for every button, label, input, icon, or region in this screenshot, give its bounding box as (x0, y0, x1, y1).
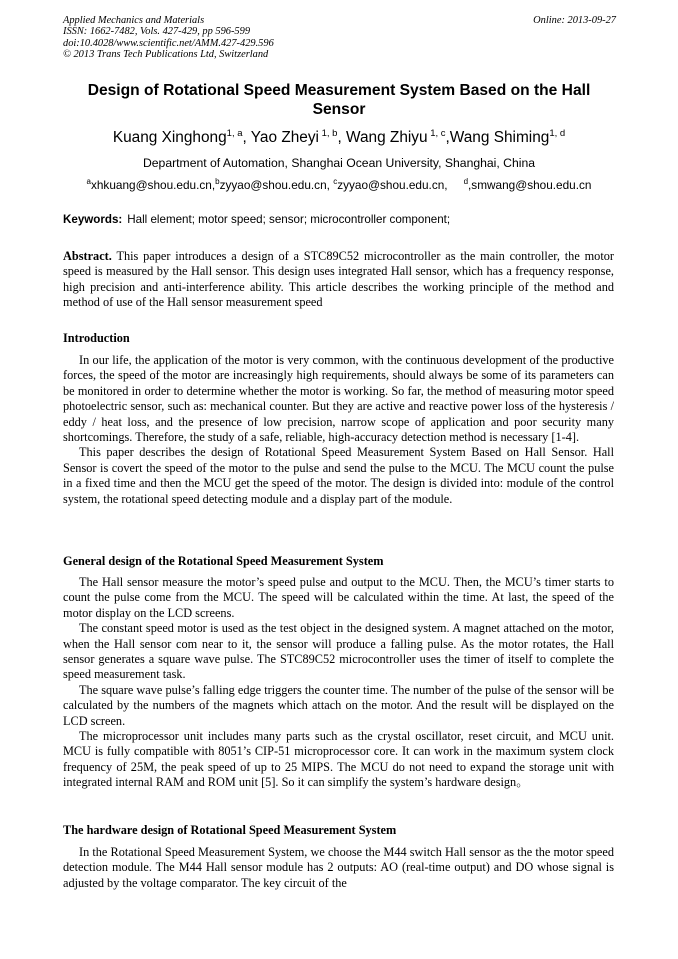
author-name: Wang Shiming (449, 129, 550, 147)
section-heading-hardware-design: The hardware design of Rotational Speed Measurement System (63, 823, 397, 837)
author-affiliation-mark: 1, d (549, 128, 566, 139)
author-name: Yao Zheyi (250, 129, 319, 147)
paragraph: The microprocessor unit includes many parts such as the crystal oscillator, reset circuit, and MCU unit. MCU is fully compatible with 8051’s CIP-51 microprocessor core. It can work in the maximum system clock frequency of 25M, the peak speed of up to 25 MIPS. The MCU do not need to expand the storage unit with integrated internal RAM and ROM unit [5]. So it can simplify the system’s hardware design。 (63, 729, 614, 790)
paragraph: This paper describes the design of Rotational Speed Measurement System Based on Hall Sensor. Hall Sensor is covert the speed of the motor to the pulse and send the pulse to the MCU. The MCU count the pulse in a fixed time and then the MCU get the speed of the motor. The design is divided into: module of the control system, the rotational speed detecting module and a display part of the module. (63, 445, 614, 506)
keywords-text: Hall element; motor speed; sensor; microcontroller component; (127, 213, 451, 226)
author-separator: , (445, 129, 450, 147)
keywords-label: Keywords: (63, 213, 123, 226)
abstract-text: This paper introduces a design of a STC89C52 microcontroller as the main controller, the motor speed is measured by the Hall sensor. This design uses integrated Hall sensor, which has a frequency response, high precision and anti-interference ability. This article describes the working principle of the method and method of use of the Hall sensor measurement speed (63, 249, 614, 310)
paragraph: The constant speed motor is used as the test object in the designed system. A magnet attached on the motor, when the Hall sensor com near to it, the sensor will produce a falling pulse. As the motor rotates, the Hall sensor generates a square wave pulse. The STC89C52 microcontroller uses the timer of itself to complete the speed measurement task. (63, 621, 614, 682)
section-heading-general-design: General design of the Rotational Speed Measurement System (63, 554, 384, 568)
paragraph: In our life, the application of the motor is very common, with the continuous development of the productive forces, the speed of the motor are increasingly high requirements, should always be some of its parameters can be monitored in order to determine whether the motor is working. So far, the method of measuring motor speed photoelectric sensor, such as: mechanical counter. But they are active and reactive power loss of the hysteresis / eddy / heat loss, and the presence of low precision, narrow scope of application and poor security many shortcomings. Therefore, the study of a safe, reliable, high-accuracy detection method is necessary [1-4]. (63, 353, 614, 445)
section-body-hardware-design (63, 845, 614, 891)
abstract (63, 249, 614, 311)
author-list (40, 128, 638, 147)
email-mark: b (215, 177, 220, 186)
email-mark: d (463, 177, 469, 186)
author-separator: , (337, 129, 347, 147)
email-address: ,smwang@shou.edu.cn (468, 177, 592, 192)
email-address: xhkuang@shou.edu.cn, (90, 177, 216, 192)
paragraph: The Hall sensor measure the motor’s speed pulse and output to the MCU. Then, the MCU’s timer starts to count the pulse come from the MCU. The speed will be calculated within the time. At last, the speed of the motor display on the LCD screens. (63, 575, 614, 620)
issn-line: ISSN: 1662-7482, Vols. 427-429, pp 596-599 (63, 26, 251, 38)
email-address: zyyao@shou.edu.cn, (219, 177, 334, 192)
section-body-introduction (63, 353, 614, 507)
keywords (63, 213, 450, 226)
section-heading-introduction: Introduction (63, 331, 130, 345)
author-separator: , (242, 129, 251, 147)
email-address: zyyao@shou.edu.cn, (337, 177, 448, 192)
abstract-label: Abstract. (63, 249, 112, 263)
author-affiliation-mark: 1, a (226, 128, 243, 139)
online-date: Online: 2013-09-27 (533, 15, 616, 26)
journal-name: Applied Mechanics and Materials (63, 15, 205, 26)
paragraph: The square wave pulse’s falling edge triggers the counter time. The number of the pulse of the sensor will be calculated by the numbers of the magnets which attach on the motor. And the result will be displayed on the LCD screen. (63, 682, 614, 728)
email-mark: a (86, 177, 91, 186)
affiliation: Department of Automation, Shanghai Ocean University, Shanghai, China (142, 156, 536, 170)
paragraph: In the Rotational Speed Measurement System, we choose the M44 switch Hall sensor as the the motor speed detection module. The M44 Hall sensor module has 2 outputs: AO (real-time output) and DO whose signal is adjusted by the voltage comparator. The key circuit of the (63, 845, 614, 890)
section-body-general-design (63, 575, 614, 791)
email-list (40, 177, 638, 192)
paper-title: Design of Rotational Speed Measurement System Based on the Hall Sensor (87, 82, 591, 118)
author-affiliation-mark: 1, c (427, 128, 446, 139)
email-mark: c (333, 177, 338, 186)
author-name: Wang Zhiyu (346, 129, 428, 147)
copyright-line: © 2013 Trans Tech Publications Ltd, Switzerland (63, 49, 269, 61)
doi-line: doi:10.4028/www.scientific.net/AMM.427-429.596 (63, 37, 274, 49)
author-affiliation-mark: 1, b (318, 128, 338, 139)
author-name: Kuang Xinghong (112, 129, 227, 147)
journal-info (63, 15, 274, 61)
